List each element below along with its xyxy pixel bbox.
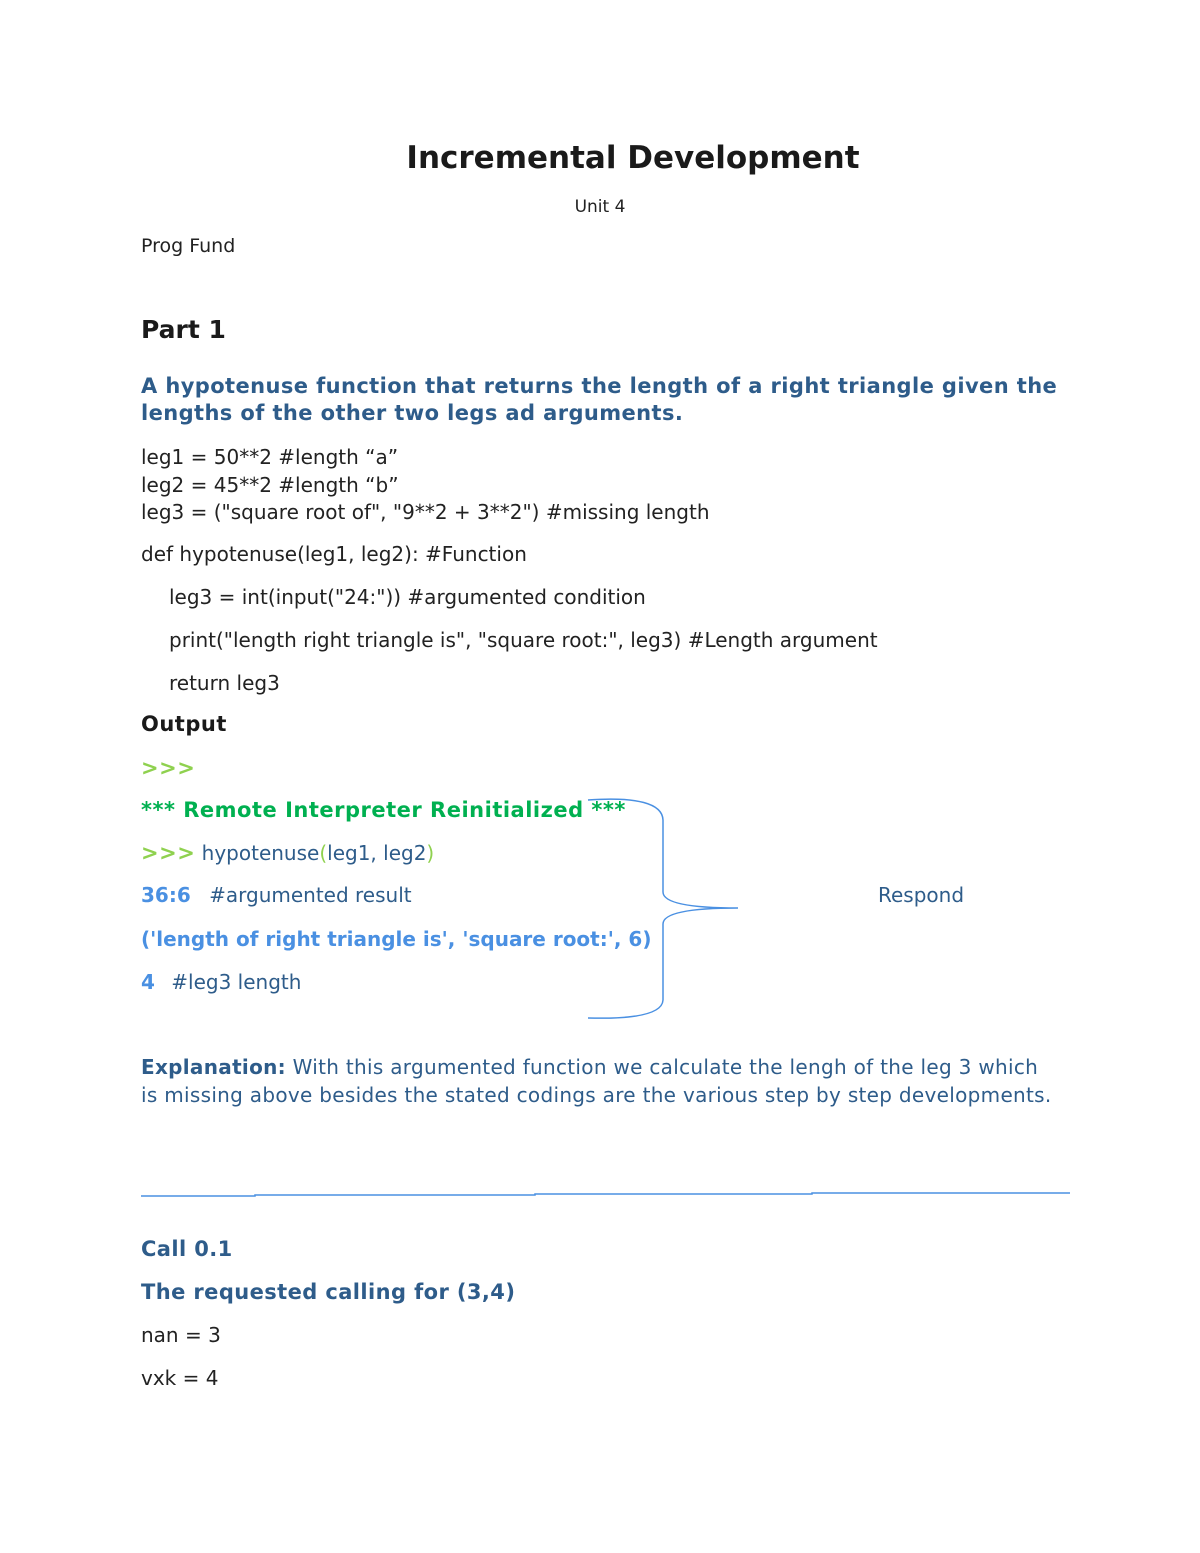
document-title: Incremental Development [406,140,860,176]
part1-heading: Part 1 [141,315,226,344]
respond-label: Respond [878,883,965,907]
call-function-name: hypotenuse [201,841,320,865]
document-subtitle: Unit 4 [574,197,626,217]
call-heading: Call 0.1 [141,1237,233,1261]
brace-icon [588,799,738,1018]
part1-description: A hypotenuse function that returns the length of a right triangle given the lengths of the other two legs ad arguments. [141,374,1058,425]
call-subheading: The requested calling for (3,4) [141,1280,516,1304]
tuple-output: ('length of right triangle is', 'square root:', 6) [141,927,652,951]
call-args: leg1, leg2 [327,841,427,865]
output-prompt: >>> [141,756,196,780]
code-line-print: print("length right triangle is", "square root:", leg3) #Length argument [169,628,878,652]
leg-value: 4 [141,970,155,994]
code-line-leg1: leg1 = 50**2 #length “a” [141,445,399,469]
code-line-return: return leg3 [169,671,280,695]
code-line-leg2: leg2 = 45**2 #length “b” [141,473,399,497]
course-name: Prog Fund [141,235,236,257]
code-line-leg3: leg3 = ("square root of", "9**2 + 3**2") #missing length [141,500,710,524]
leg-comment: #leg3 length [171,970,302,994]
reinit-message: *** Remote Interpreter Reinitialized *** [141,798,626,822]
call-paren-close: ) [426,841,435,865]
call-prompt: >>> [141,841,196,865]
explanation-paragraph [141,1053,1061,1109]
output-heading: Output [141,712,227,736]
call-paren-open: ( [319,841,328,865]
result-value: 36:6 [141,883,191,907]
horizontal-rule [141,1193,1070,1196]
explanation-label: Explanation: [141,1055,286,1079]
code-line-def: def hypotenuse(leg1, leg2): #Function [141,542,527,566]
explanation-text: With this argumented function we calculate the lengh of the leg 3 which is missing above besides the stated codings are the various step by step developments. [141,1055,1052,1107]
call-line-vxk: vxk = 4 [141,1366,219,1390]
call-line-nan: nan = 3 [141,1323,221,1347]
code-line-input: leg3 = int(input("24:")) #argumented condition [169,585,646,609]
result-comment: #argumented result [209,883,412,907]
